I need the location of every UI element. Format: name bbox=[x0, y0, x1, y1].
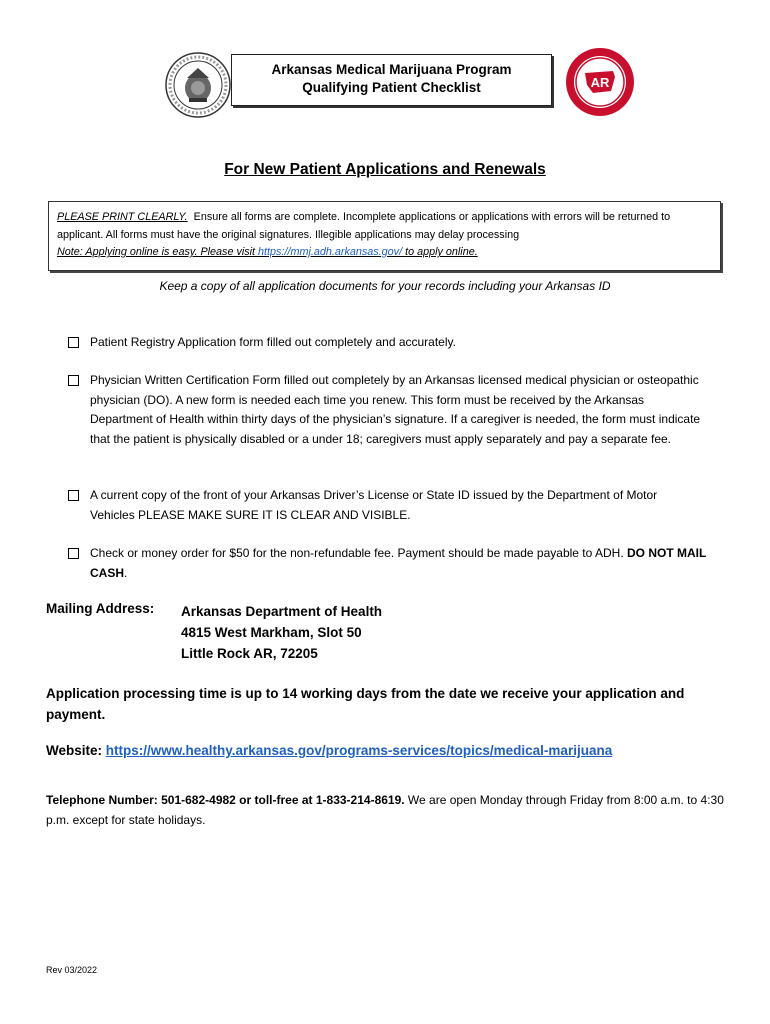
address-line-3: Little Rock AR, 72205 bbox=[181, 646, 318, 661]
mailing-address bbox=[181, 601, 382, 664]
notice-box bbox=[48, 201, 721, 271]
address-line-2: 4815 West Markham, Slot 50 bbox=[181, 625, 362, 640]
website-label: Website: bbox=[46, 743, 103, 758]
processing-time-note: Application processing time is up to 14 working days from the date we receive your application and payment. bbox=[46, 686, 685, 722]
print-clearly-text: PLEASE PRINT CLEARLY. bbox=[57, 211, 188, 223]
website-link[interactable]: https://www.healthy.arkansas.gov/programs-services/topics/medical-marijuana bbox=[105, 743, 613, 758]
telephone-number: Telephone Number: 501-682-4982 or toll-free at 1-833-214-8619. bbox=[46, 793, 405, 807]
online-application-link[interactable]: https://mmj.adh.arkansas.gov/ bbox=[258, 246, 403, 258]
telephone-info bbox=[46, 791, 726, 830]
checklist-item-text bbox=[90, 544, 720, 583]
checklist-item-text: Physician Written Certification Form filled out completely by an Arkansas licensed medical physician or osteopathic physician (DO). A new form is needed each time you renew. This form must be received by the Arkansas Department of Health within thirty days of the physician’s signature. If a caregiver is needed, the form must indicate that the patient is physically disabled or a under 18; caregivers must apply separately and pay a separate fee. bbox=[90, 373, 701, 446]
svg-text:AR: AR bbox=[590, 75, 610, 90]
notice-line-1-rest: Ensure all forms are complete. Incomplete applications or applications with errors will be returned to bbox=[193, 211, 671, 223]
checkbox[interactable] bbox=[68, 337, 79, 348]
checkbox[interactable] bbox=[68, 375, 79, 386]
page-heading: For New Patient Applications and Renewals bbox=[224, 161, 546, 178]
title-box bbox=[231, 54, 552, 106]
no-cash-warning: DO NOT MAIL CASH bbox=[90, 546, 707, 580]
checkbox[interactable] bbox=[68, 548, 79, 559]
payment-text: Check or money order for $50 for the non-refundable fee. Payment should be made payable to ADH. bbox=[90, 546, 627, 560]
notice-line-2: applicant. All forms must have the original signatures. Illegible applications may delay processing bbox=[57, 228, 520, 241]
checklist-item-text: A current copy of the front of your Arkansas Driver’s License or State ID issued by the Department of Motor Vehicles PLEASE MAKE SURE IT IS CLEAR AND VISIBLE. bbox=[90, 488, 658, 522]
notice-line-1 bbox=[57, 209, 720, 227]
address-line-1: Arkansas Department of Health bbox=[181, 604, 383, 619]
website-line bbox=[46, 743, 612, 758]
office-hours: We are open Monday through Friday from 8:00 a.m. to 4:30 p.m. except for state holidays. bbox=[46, 793, 724, 827]
adh-logo-icon bbox=[565, 47, 635, 117]
state-seal-icon bbox=[165, 52, 231, 118]
checklist-item-text: Patient Registry Application form filled out completely and accurately. bbox=[90, 335, 456, 349]
revision-date: Rev 03/2022 bbox=[46, 965, 98, 975]
title-line-1: Arkansas Medical Marijuana Program bbox=[271, 62, 512, 77]
checkbox[interactable] bbox=[68, 490, 79, 501]
note-prefix: Note: Applying online is easy. Please visit bbox=[57, 246, 256, 258]
title-line-2: Qualifying Patient Checklist bbox=[302, 80, 481, 95]
payment-end: . bbox=[124, 565, 128, 580]
mailing-address-label: Mailing Address: bbox=[46, 601, 155, 616]
note-suffix: to apply online. bbox=[405, 246, 478, 258]
keep-copy-note: Keep a copy of all application documents for your records including your Arkansas ID bbox=[159, 279, 611, 293]
notice-note bbox=[57, 244, 720, 262]
